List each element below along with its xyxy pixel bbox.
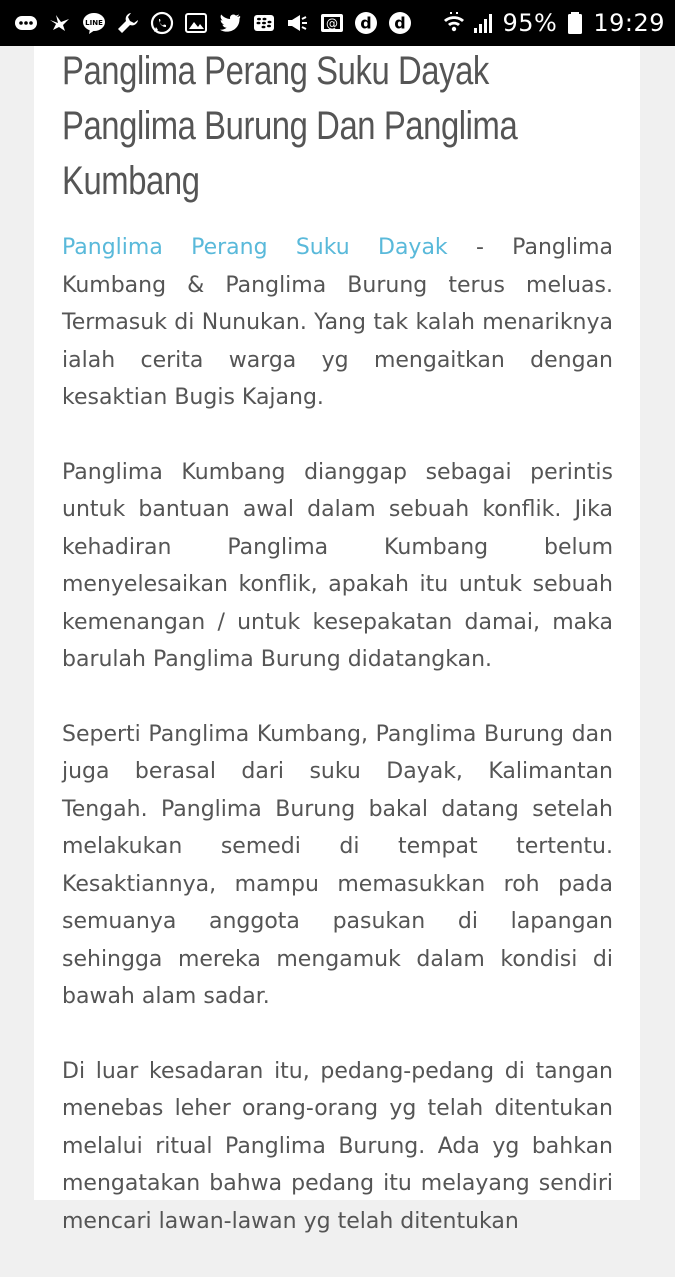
intro-paragraph <box>62 229 613 417</box>
whatsapp-icon <box>150 11 174 35</box>
line-icon <box>82 11 106 35</box>
wifi-icon <box>442 11 466 35</box>
battery-percent: 95% <box>502 9 558 37</box>
battery-icon <box>563 11 587 35</box>
status-bar <box>0 0 675 46</box>
body-paragraph: Di luar kesadaran itu, pedang-pedang di tangan menebas leher orang-orang yg telah ditentukan melalui ritual Panglima Burung. Ada yg bahkan mengatakan bahwa pedang itu melayang sendiri mencari lawan-lawan yg telah ditentukan <box>62 1058 613 1234</box>
intro-text: - Panglima Kumbang & Panglima Burung terus meluas. Termasuk di Nunukan. Yang tak kalah menariknya ialah cerita warga yg mengaitkan dengan kesaktian Bugis Kajang. <box>62 235 613 410</box>
notification-icons <box>14 11 442 35</box>
system-status <box>442 9 665 37</box>
blackberry-icon <box>252 11 276 35</box>
bird-icon <box>48 11 72 35</box>
twitter-icon <box>218 11 242 35</box>
more-icon <box>14 11 38 35</box>
body-paragraph: Panglima Kumbang dianggap sebagai perintis untuk bantuan awal dalam sebuah konflik. Jika kehadiran Panglima Kumbang belum menyelesaikan konflik, apakah itu untuk sebuah kemenangan / untuk kesepakatan damai, maka barulah Panglima Burung didatangkan. <box>62 459 613 672</box>
article-page <box>34 46 640 1234</box>
svg-text:LINE: LINE <box>85 19 103 27</box>
body-paragraph: Seperti Panglima Kumbang, Panglima Burung dan juga berasal dari suku Dayak, Kalimantan Tengah. Panglima Burung bakal datang setelah melakukan semedi di tempat tertentu. Kesaktiannya, mampu memasukkan roh pada semuanya anggota pasukan di lapangan sehingga mereka mengamuk dalam kondisi di bawah alam sadar. <box>62 721 613 1009</box>
signal-icon <box>472 11 496 35</box>
email-icon <box>320 11 344 35</box>
wrench-icon <box>116 11 140 35</box>
svg-text:d: d <box>360 13 372 33</box>
d-app-icon <box>388 11 412 35</box>
title-link[interactable]: Panglima Perang Suku Dayak <box>62 235 448 260</box>
article-content <box>62 46 613 1277</box>
article-body <box>62 229 613 1240</box>
svg-text:@: @ <box>326 16 338 31</box>
d-app-icon <box>354 11 378 35</box>
clock: 19:29 <box>593 9 665 37</box>
svg-text:d: d <box>394 13 406 33</box>
megaphone-icon <box>286 11 310 35</box>
article-title: Panglima Perang Suku Dayak Panglima Burung Dan Panglima Kumbang <box>62 49 518 203</box>
image-icon <box>184 11 208 35</box>
